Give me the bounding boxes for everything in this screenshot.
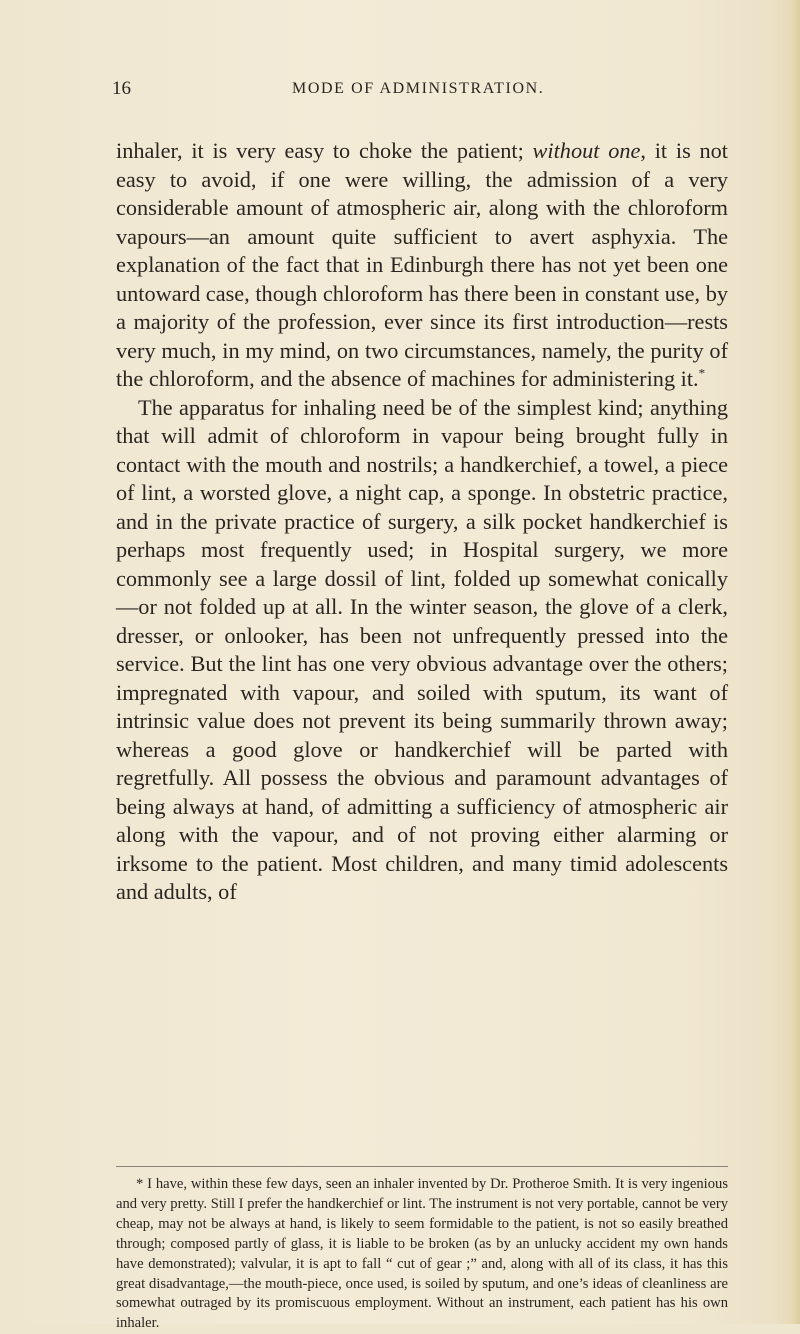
footnote: * I have, within these few days, seen an inhaler invented by Dr. Protheroe Smith. It is very ingenious and very pretty. Still I prefer the handkerchief or lint. The instrument is not very portable, cannot be very cheap, may not be always at hand, is likely to seem formidable to the patient, is not so easily breathed through; composed partly of glass, it is liable to be broken (as by an unlucky accident my own hands have demonstrated); valvular, it is apt to fall “ cut of gear ;” and, along with all of its class, it has this great disadvantage,—the mouth-piece, once used, is soiled by sputum, and one’s ideas of cleanliness are somewhat outraged by its promiscuous employment. Without an instrument, each patient has his own inhaler. [116, 1176, 728, 1332]
running-title: MODE OF ADMINISTRATION. [292, 80, 545, 97]
paragraph-apparatus: The apparatus for inhaling need be of the simplest kind; anything that will admit of chloroform in vapour being brought fully in contact with the mouth and nostrils; a handkerchief, a towel, a piece of lint, a worsted glove, a night cap, a sponge. In obstetric practice, and in the private practice of surgery, a silk pocket handkerchief is perhaps most frequently used; in Hospital surgery, we more commonly see a large dossil of lint, folded up somewhat conically—or not folded up at all. In the winter season, the glove of a clerk, dresser, or onlooker, has been not unfrequently pressed into the service. But the lint has one very obvious advantage over the others; impregnated with vapour, and soiled with sputum, its want of intrinsic value does not prevent its being summarily thrown away; whereas a good glove or handkerchief will be parted with regretfully. All possess the obvious and paramount advantages of being always at hand, of admitting a sufficiency of atmospheric air along with the vapour, and of not proving either alarming or irksome to the patient. Most children, and many timid adolescents and adults, of [116, 394, 728, 904]
emphasis-text: without one [532, 138, 641, 163]
page-number: 16 [112, 78, 131, 99]
body-text [116, 137, 728, 907]
paragraph-text: inhaler, it is very easy to choke the patient; [116, 138, 533, 163]
page-edge-shadow [774, 0, 800, 1324]
footnote-divider [116, 1166, 728, 1167]
paragraph-continuation [116, 137, 728, 394]
page-header [112, 78, 722, 108]
paragraph-text: , it is not easy to avoid, if one were willing, the admission of a very considerable amount of atmospheric air, along with the chloroform vapours—an amount quite sufficient to avert asphyxia. The explanation of the fact that in Edinburgh there has not yet been one untoward case, though chloroform has there been in constant use, by a majority of the profession, ever since its first introduction—rests very much, in my mind, on two circumstances, namely, the purity of the chloroform, and the absence of machines for administering it. [116, 138, 728, 391]
footnote-marker: * [698, 365, 706, 381]
